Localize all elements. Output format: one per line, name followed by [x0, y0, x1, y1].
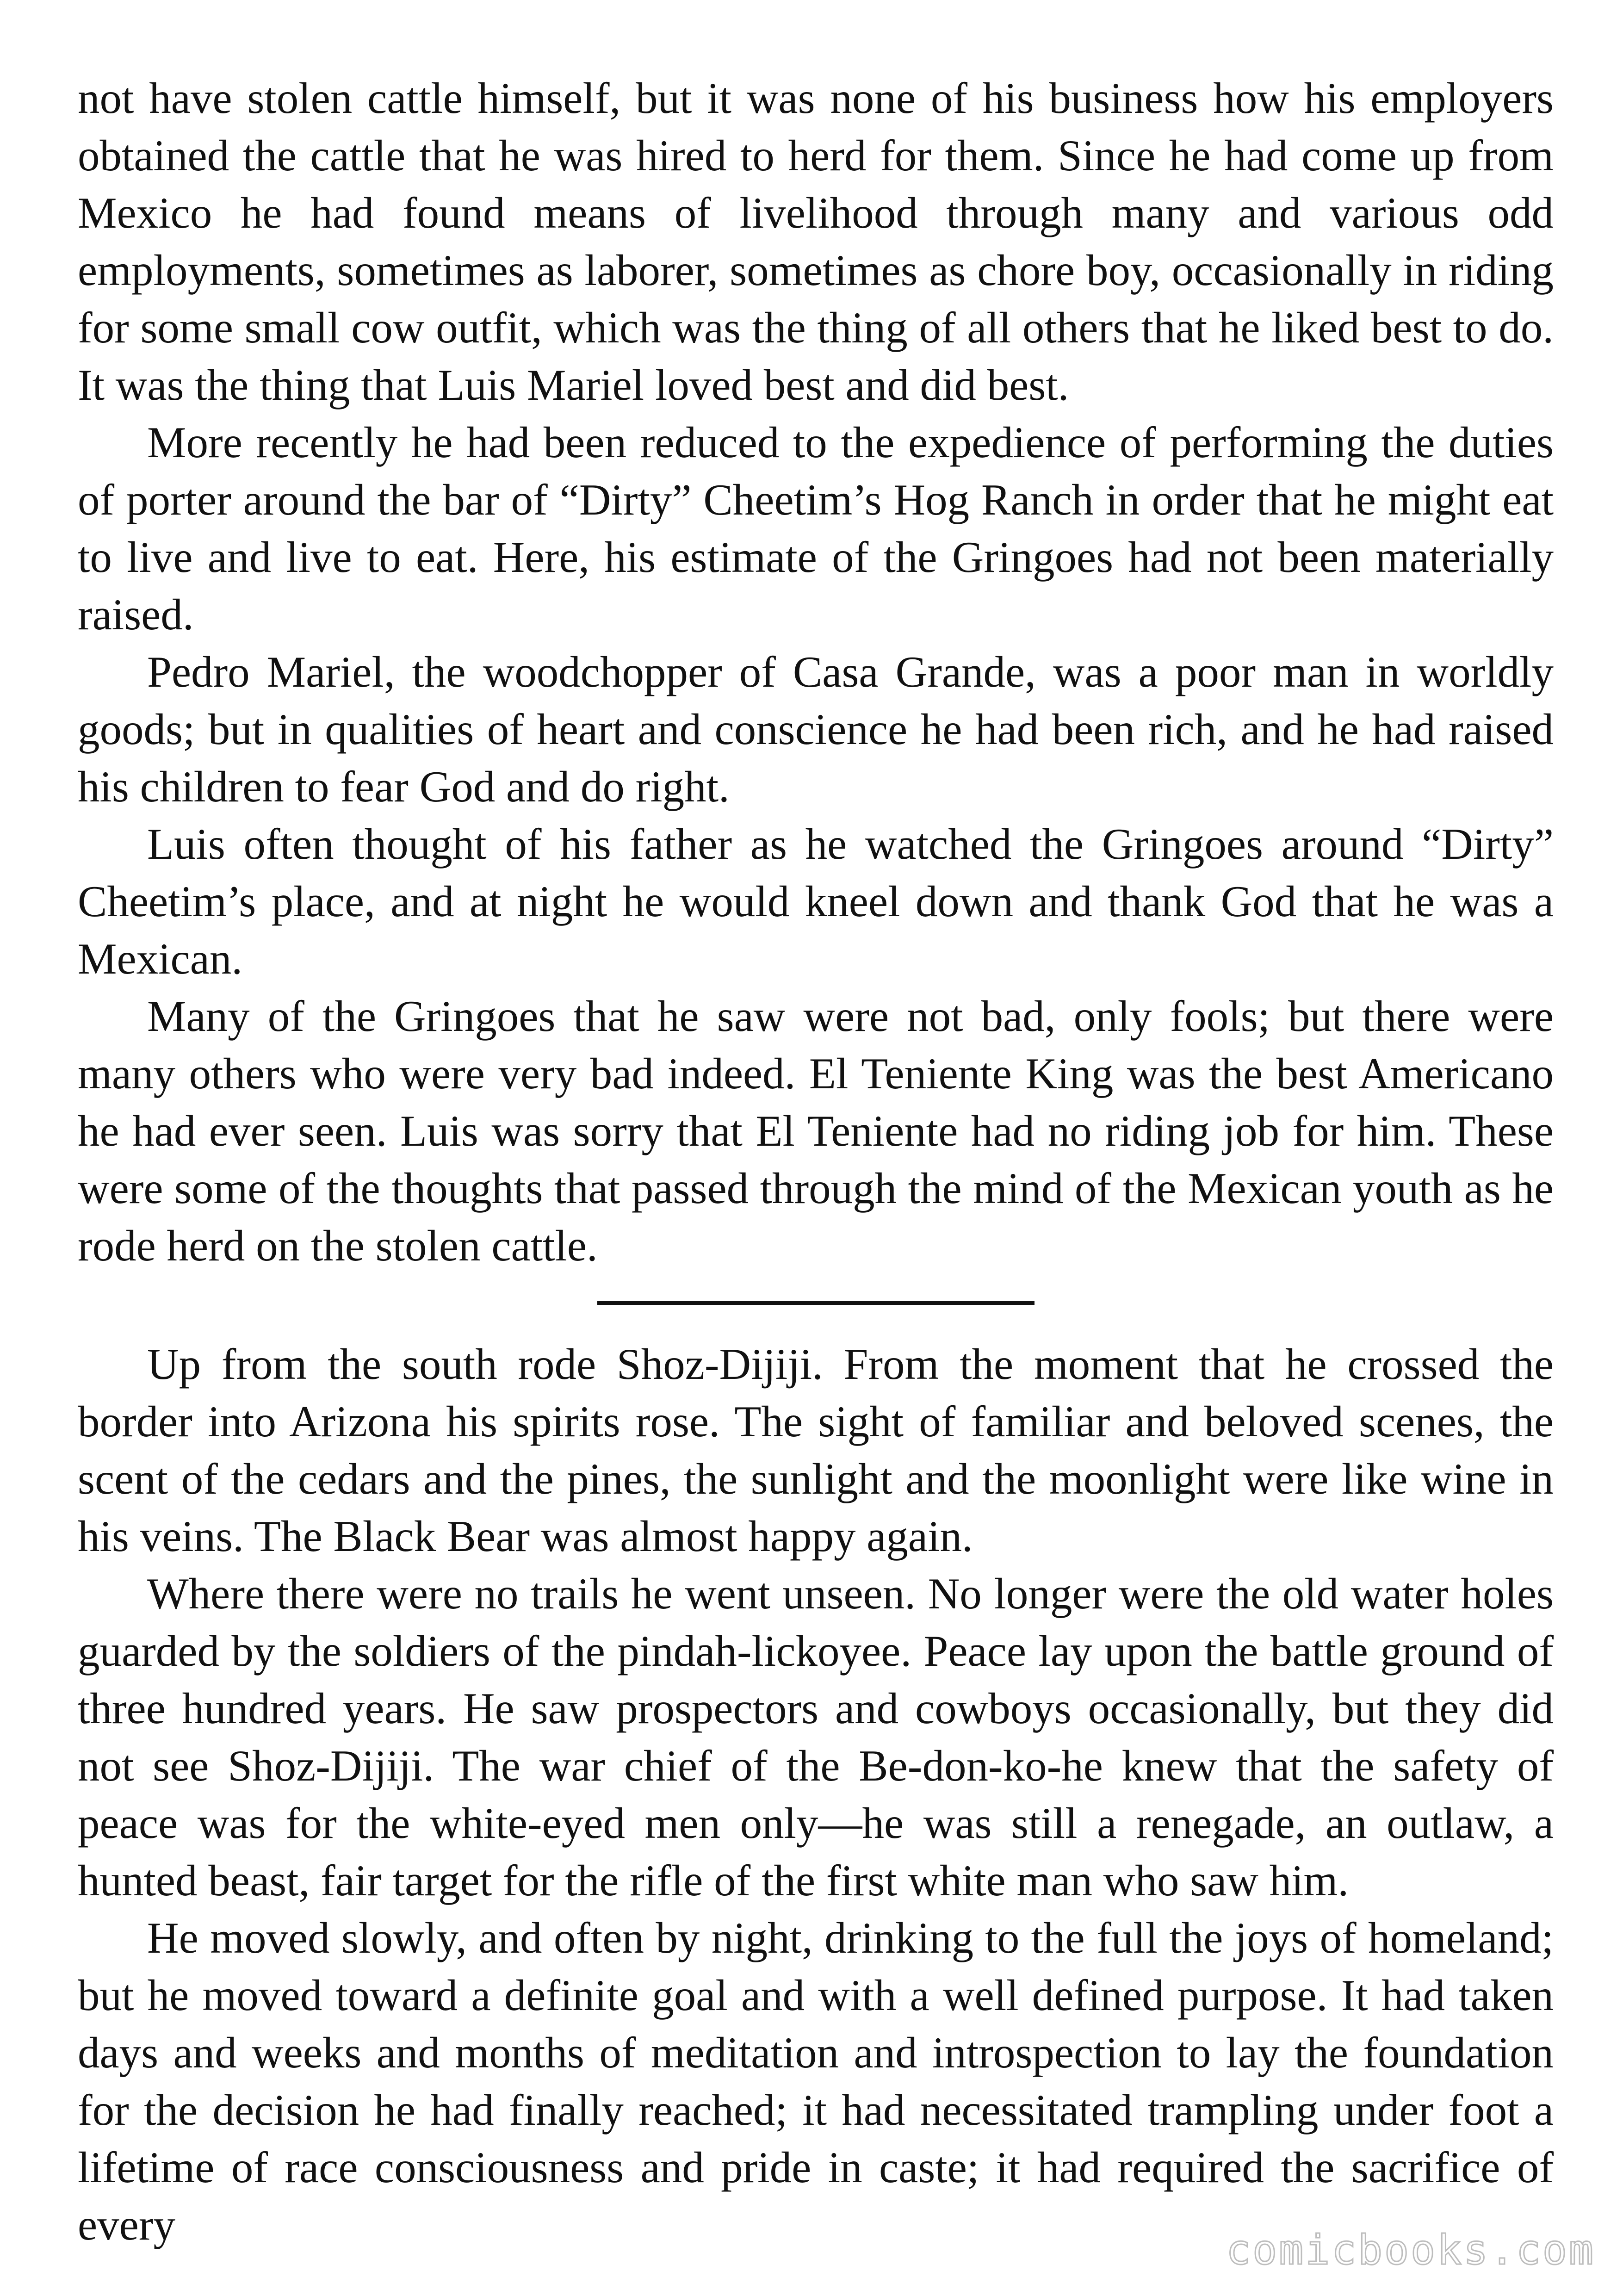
- paragraph: Many of the Gringoes that he saw were not bad, only fools; but there were many others who were very bad indeed. El Teniente King was the best Americano he had ever seen. Luis was sorry that El Teniente had no riding job for him. These were some of the thoughts that passed through the mind of the Mexican youth as he rode herd on the stolen cattle.: [78, 992, 1554, 1270]
- paragraph: He moved slowly, and often by night, drinking to the full the joys of homeland; but he moved toward a definite goal and with a well defined purpose. It had taken days and weeks and months of meditation and introspection to lay the foundation for the decision he had finally reached; it had necessitated trampling under foot a lifetime of race consciousness and pride in caste; it had required the sacrifice of every: [78, 1913, 1554, 2249]
- watermark: comicbooks.com: [1226, 2226, 1595, 2274]
- paragraph: Where there were no trails he went unseen. No longer were the old water holes guarded by the soldiers of the pindah-lickoyee. Peace lay upon the battle ground of three hundred years. He saw prospectors and cowboys occasionally, but they did not see Shoz-Dijiji. The war chief of the Be-don-ko-he knew that the safety of peace was for the white-eyed men only—he was still a renegade, an outlaw, a hunted beast, fair target for the rifle of the first white man who saw him.: [78, 1569, 1554, 1905]
- paragraph: Up from the south rode Shoz-Dijiji. From the moment that he crossed the border into Arizona his spirits rose. The sight of familiar and beloved scenes, the scent of the cedars and the pines, the sunlight and the moonlight were like wine in his veins. The Black Bear was almost happy again.: [78, 1340, 1554, 1561]
- paragraph: More recently he had been reduced to the expedience of performing the duties of porter around the bar of “Dirty” Cheetim’s Hog Ranch in order that he might eat to live and live to eat. Here, his estimate of the Gringoes had not been materially raised.: [78, 418, 1554, 639]
- page-body: [78, 69, 1554, 2253]
- section-divider: [597, 1301, 1035, 1305]
- paragraph: not have stolen cattle himself, but it was none of his business how his employers obtained the cattle that he was hired to herd for them. Since he had come up from Mexico he had found means of livelihood through many and various odd employments, sometimes as laborer, sometimes as chore boy, occasionally in riding for some small cow outfit, which was the thing of all others that he liked best to do. It was the thing that Luis Mariel loved best and did best.: [78, 74, 1554, 410]
- paragraph: Luis often thought of his father as he watched the Gringoes around “Dirty” Cheetim’s place, and at night he would kneel down and thank God that he was a Mexican.: [78, 819, 1554, 983]
- paragraph: Pedro Mariel, the woodchopper of Casa Grande, was a poor man in worldly goods; but in qualities of heart and conscience he had been rich, and he had raised his children to fear God and do right.: [78, 647, 1554, 811]
